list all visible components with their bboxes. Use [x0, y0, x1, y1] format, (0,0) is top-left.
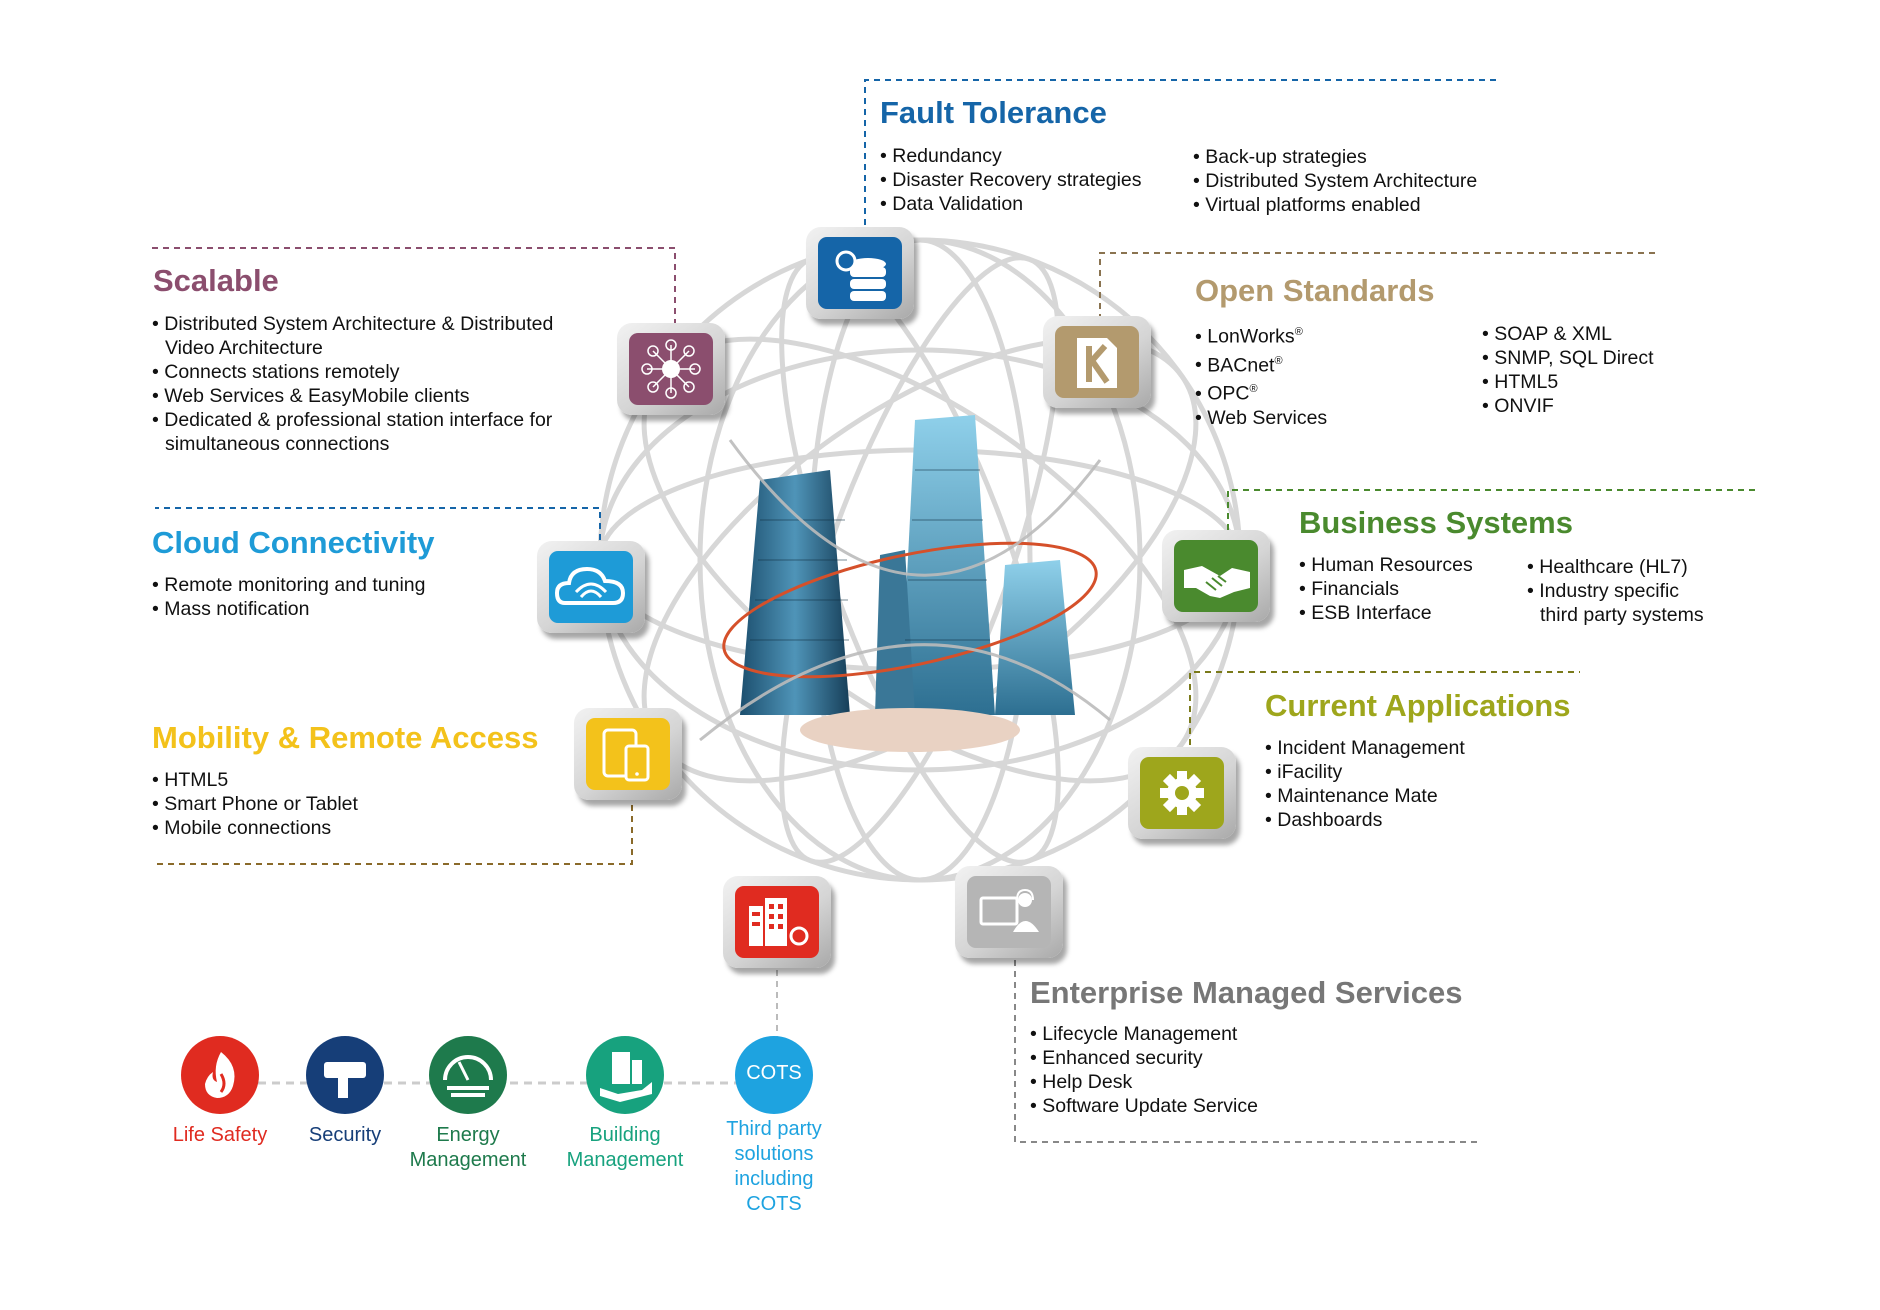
list-item: • Human Resources [1299, 553, 1473, 577]
cloud-tile [537, 541, 645, 633]
list-item: • SOAP & XML [1482, 322, 1654, 346]
list-item: • OPC® [1195, 377, 1327, 406]
list-item: • Smart Phone or Tablet [152, 792, 358, 816]
list-item: • BACnet® [1195, 349, 1327, 378]
mobile-tile [574, 708, 682, 800]
business-systems-list-2 [1527, 555, 1717, 627]
list-item: • ONVIF [1482, 394, 1654, 418]
list-item: • Connects stations remotely [152, 360, 592, 384]
handshake-icon [1162, 530, 1270, 622]
headset-operator-icon [955, 866, 1063, 958]
building-hand-icon [586, 1036, 664, 1114]
list-item: • ESB Interface [1299, 601, 1473, 625]
list-item: • Enhanced security [1030, 1046, 1258, 1070]
helpdesk-tile [955, 866, 1063, 958]
security-badge [306, 1036, 384, 1114]
gear-icon [1128, 747, 1236, 839]
tablet-phone-icon [574, 708, 682, 800]
list-item: • Mobile connections [152, 816, 358, 840]
list-item: • Software Update Service [1030, 1094, 1258, 1118]
building-management-badge [586, 1036, 664, 1114]
list-item: • Distributed System Architecture [1193, 169, 1477, 193]
open-standards-title: Open Standards [1195, 273, 1435, 308]
enterprise-services-list [1030, 1022, 1258, 1118]
list-item: • SNMP, SQL Direct [1482, 346, 1654, 370]
energy-management-badge [429, 1036, 507, 1114]
list-item: • Virtual platforms enabled [1193, 193, 1477, 217]
database-tile [806, 227, 914, 319]
list-item: • Web Services & EasyMobile clients [152, 384, 592, 408]
gear-tile [1128, 747, 1236, 839]
scalable-list [152, 312, 592, 456]
building-tile [723, 876, 831, 968]
list-item: • Maintenance Mate [1265, 784, 1465, 808]
current-applications-list [1265, 736, 1465, 832]
list-item: • iFacility [1265, 760, 1465, 784]
bookmark-k-icon [1043, 316, 1151, 408]
security-label: Security [308, 1124, 382, 1146]
cots-badge [735, 1036, 813, 1114]
enterprise-services-title: Enterprise Managed Services [1030, 975, 1463, 1010]
mobility-list [152, 768, 358, 840]
list-item: • Dashboards [1265, 808, 1465, 832]
business-systems-title: Business Systems [1299, 505, 1573, 540]
gauge-icon [429, 1036, 507, 1114]
handshake-tile [1162, 530, 1270, 622]
list-item: • Remote monitoring and tuning [152, 573, 426, 597]
building-gear-icon [723, 876, 831, 968]
list-item: • HTML5 [1482, 370, 1654, 394]
open-standards-list-2 [1482, 322, 1654, 418]
database-icon [806, 227, 914, 319]
business-systems-list-1 [1299, 553, 1473, 625]
cloud-icon [537, 541, 645, 633]
list-item: • Web Services [1195, 406, 1327, 430]
list-item: • Distributed System Architecture & Distributed Video Architecture [152, 312, 592, 360]
life-safety-label: Life Safety [172, 1124, 268, 1146]
fault-tolerance-list-1 [880, 144, 1142, 216]
list-item: • Redundancy [880, 144, 1142, 168]
open-standards-list-1 [1195, 320, 1327, 430]
list-item: • LonWorks® [1195, 320, 1327, 349]
fault-tolerance-list-2 [1193, 145, 1477, 217]
list-item: • Lifecycle Management [1030, 1022, 1258, 1046]
standards-tile [1043, 316, 1151, 408]
list-item: • HTML5 [152, 768, 358, 792]
mobility-title: Mobility & Remote Access [152, 720, 539, 755]
list-item: • Mass notification [152, 597, 426, 621]
energy-management-label: Energy Management [409, 1124, 527, 1171]
building-management-label: Building Management [566, 1124, 684, 1171]
cloud-connectivity-list [152, 573, 426, 621]
network-icon [617, 323, 725, 415]
list-item: • Incident Management [1265, 736, 1465, 760]
flame-icon [181, 1036, 259, 1114]
cloud-connectivity-title: Cloud Connectivity [152, 525, 435, 560]
list-item: • Healthcare (HL7) [1527, 555, 1717, 579]
scalable-title: Scalable [153, 263, 279, 298]
list-item: • Dedicated & professional station interface for simultaneous connections [152, 408, 592, 456]
camera-icon [306, 1036, 384, 1114]
list-item: • Financials [1299, 577, 1473, 601]
list-item: • Data Validation [880, 192, 1142, 216]
list-item: • Industry specific third party systems [1527, 579, 1717, 627]
fault-tolerance-title: Fault Tolerance [880, 95, 1107, 130]
cots-icon-text: COTS [746, 1062, 802, 1084]
list-item: • Disaster Recovery strategies [880, 168, 1142, 192]
current-applications-title: Current Applications [1265, 688, 1571, 723]
cots-label: Third party solutions including COTS [726, 1118, 822, 1215]
list-item: • Back-up strategies [1193, 145, 1477, 169]
life-safety-badge [181, 1036, 259, 1114]
network-tile [617, 323, 725, 415]
list-item: • Help Desk [1030, 1070, 1258, 1094]
